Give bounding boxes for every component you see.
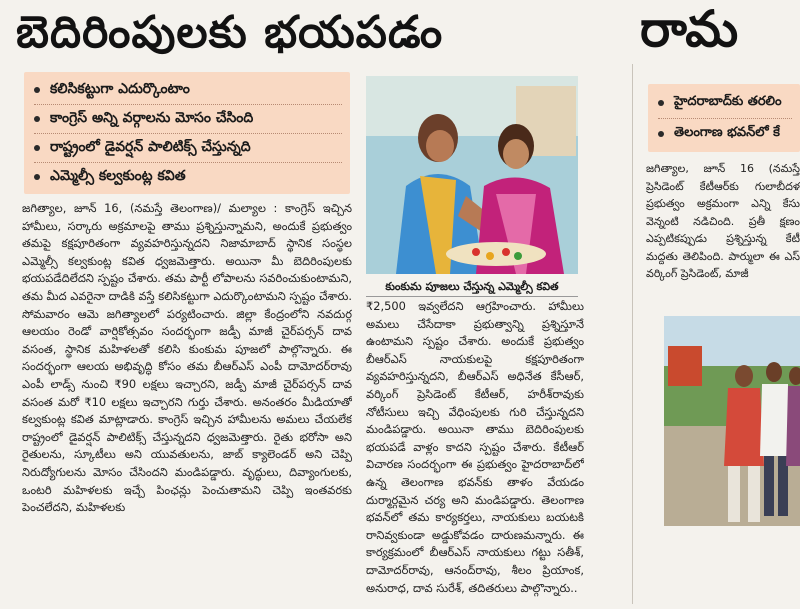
- article-paragraph: ₹2,500 ఇవ్వలేదని ఆగ్రహించారు. హామీలు అమలు చేసేదాకా ప్రభుత్వాన్ని ప్రశ్నిస్తూనే ఉంటామని స్పష్టం చేశారు. అందుకే ప్రభుత్వం బీఆర్‌ఎస్ నాయకులపై కక్షపూరితంగా వ్యవహరిస్తున్నదని, బీఆర్‌ఎస్ అధినేత కేసీఆర్, వర్కింగ్ ప్రెసిడెంట్ కేటీఆర్, హరీశ్‌రావుకు నోటీసులు ఇచ్చి వేధింపులకు గురి చేస్తున్నదని మండిపడ్డారు. అయినా తాము బెదిరింపులకు భయపడే వాళ్లం కాదని స్పష్టం చేశారు. కేటీఆర్ విచారణ సందర్భంగా ఈ ప్రభుత్వం హైదరాబాద్‌లో ఉన్న తెలంగాణ భవన్‌కు తాళం వేయడం దుర్మార్గమైన చర్య అని మండిపడ్డారు. తెలంగాణ భవన్‌లో తమ కార్యకర్తలు, నాయకులు బయటకి రానివ్వకుండా అడ్డుకోవడం దారుణమన్నారు. ఈ కార్యక్రమంలో బీఆర్‌ఎస్ నాయకులు గట్టు సతీశ్, దామోదర్‌రావు, ఆనంద్‌రావు, శీలం ప్రియాంక, అనురాధ, దావ సురేశ్, తదితరులు పాల్గొన్నారు..: [366, 299, 584, 595]
- highlight-item: [34, 76, 342, 105]
- bullet-icon: [34, 116, 40, 122]
- highlight-text: రాష్ట్రంలో డైవర్షన్ పాలిటిక్స్ చేస్తున్నది: [50, 138, 251, 155]
- highlight-item: [34, 134, 342, 163]
- adjacent-article-photo: [664, 316, 800, 526]
- column-divider: [632, 64, 633, 604]
- bullet-icon: [34, 145, 40, 151]
- highlight-item: [658, 88, 792, 119]
- highlight-item: [34, 105, 342, 134]
- bullet-icon: [34, 174, 40, 180]
- bullet-icon: [658, 131, 664, 137]
- highlight-text: కాంగ్రెస్ అన్ని వర్గాలను మోసం చేసింది: [50, 109, 254, 126]
- adjacent-highlights-box: [648, 84, 800, 152]
- photo-illustration: [366, 76, 578, 274]
- bullet-icon: [658, 100, 664, 106]
- adjacent-article-body: [646, 160, 800, 300]
- highlights-box: [24, 72, 350, 194]
- adjacent-headline: రామ: [640, 0, 739, 58]
- photo-illustration: [664, 316, 800, 526]
- highlight-text: హైదరాబాద్‌కు తరలిం: [674, 94, 782, 109]
- bullet-icon: [34, 87, 40, 93]
- highlight-item: [658, 119, 792, 149]
- article-body-left: [22, 200, 352, 600]
- highlight-text: తెలంగాణ భవన్‌లో కే: [674, 125, 780, 140]
- highlight-item: [34, 163, 342, 191]
- highlight-text: ఎమ్మెల్సీ కల్వకుంట్ల కవిత: [50, 167, 186, 184]
- article-body-middle: [366, 298, 584, 598]
- article-photo: [366, 76, 578, 274]
- article-paragraph: జగిత్యాల, జూన్ 16, (నమస్తే తెలంగాణ)/ మల్యాల : కాంగ్రెస్ ఇచ్చిన హామీలు, సర్కారు అక్రమాలపై తాము ప్రశ్నిస్తున్నామని, అందుకే ప్రభుత్వం తమపై కక్షపూరితంగా వ్యవహరిస్తున్నదని నిజామాబాద్ స్థానిక సంస్థల ఎమ్మెల్సీ కల్వకుంట్ల కవిత ధ్వజమెత్తారు. అయినా మీ బెదిరింపులకు భయపడేదిలేదని స్పష్టం చేశారు. తమ పార్టీ లోపాలను సవరించుకుంటామని, తమ మీద ఎవరైనా దాడికి వస్తే కలిసికట్టుగా ఎదుర్కొంటామని స్పష్టం చేశారు. సోమవారం ఆమె జగిత్యాలలో పర్యటించారు. జిల్లా కేంద్రంలోని నవదుర్గ ఆలయం రెండో వార్షికోత్సవం సందర్భంగా జడ్పీ మాజీ చైర్‌పర్సన్ దావ వసంత, స్థానిక మహిళలతో కలిసి కుంకుమ పూజలో పాల్గొన్నారు. ఈ సందర్భంగా ఆలయ అభివృద్ధి కోసం తమ బీఆర్‌ఎస్ ఎంపీ దామోదర్‌రావు ఎంపీ లాడ్స్ నుంచి ₹90 లక్షలు ఇచ్చారని, జడ్పీ మాజీ చైర్‌పర్సన్ దావ వసంత మరో ₹10 లక్షలు ఇచ్చారని గుర్తు చేశారు. అనంతరం మీడియాతో కల్వకుంట్ల కవిత మాట్లాడారు. కాంగ్రెస్ ఇచ్చిన హామీలను అమలు చేయలేక రాష్ట్రంలో డైవర్షన్ పాలిటిక్స్ చేస్తున్నదని ధ్వజమెత్తారు. రైతు భరోసా అని రైతులను, స్కూటీలు అని యువతులను, జాబ్ క్యాలెండర్ అని చెప్పి నిరుద్యోగులను మోసం చేసిందని మండిపడ్డారు. వృద్ధులు, దివ్యాంగులకు, ఒంటరి మహిళలకు ఇచ్చే పింఛన్లు పెంచుతామని చెప్పి ఇంతవరకు పెంచలేదని, మహిళలకు: [22, 201, 352, 515]
- photo-caption: కుంకుమ పూజలు చేస్తున్న ఎమ్మెల్సీ కవిత: [366, 278, 578, 297]
- headline: బెదిరింపులకు భయపడం: [16, 7, 444, 58]
- article-paragraph: జగిత్యాల, జూన్ 16 (నమస్తే ప్రెసిడెంట్ కేటీఆర్‌కు గులాబీదళ ప్రభుత్వం అక్రమంగా ఎన్ని కేసు వెన్నంటి నడిచింది. ప్రతీ క్షణం ఎప్పటికప్పుడు ప్రశ్నిస్తున్న కేటీ మద్దతు తెలిపింది. పార్ములా ఈ ఎస్ వర్కింగ్ ప్రెసిడెంట్, మాజీ: [646, 162, 800, 280]
- highlight-text: కలిసికట్టుగా ఎదుర్కొంటాం: [50, 80, 190, 97]
